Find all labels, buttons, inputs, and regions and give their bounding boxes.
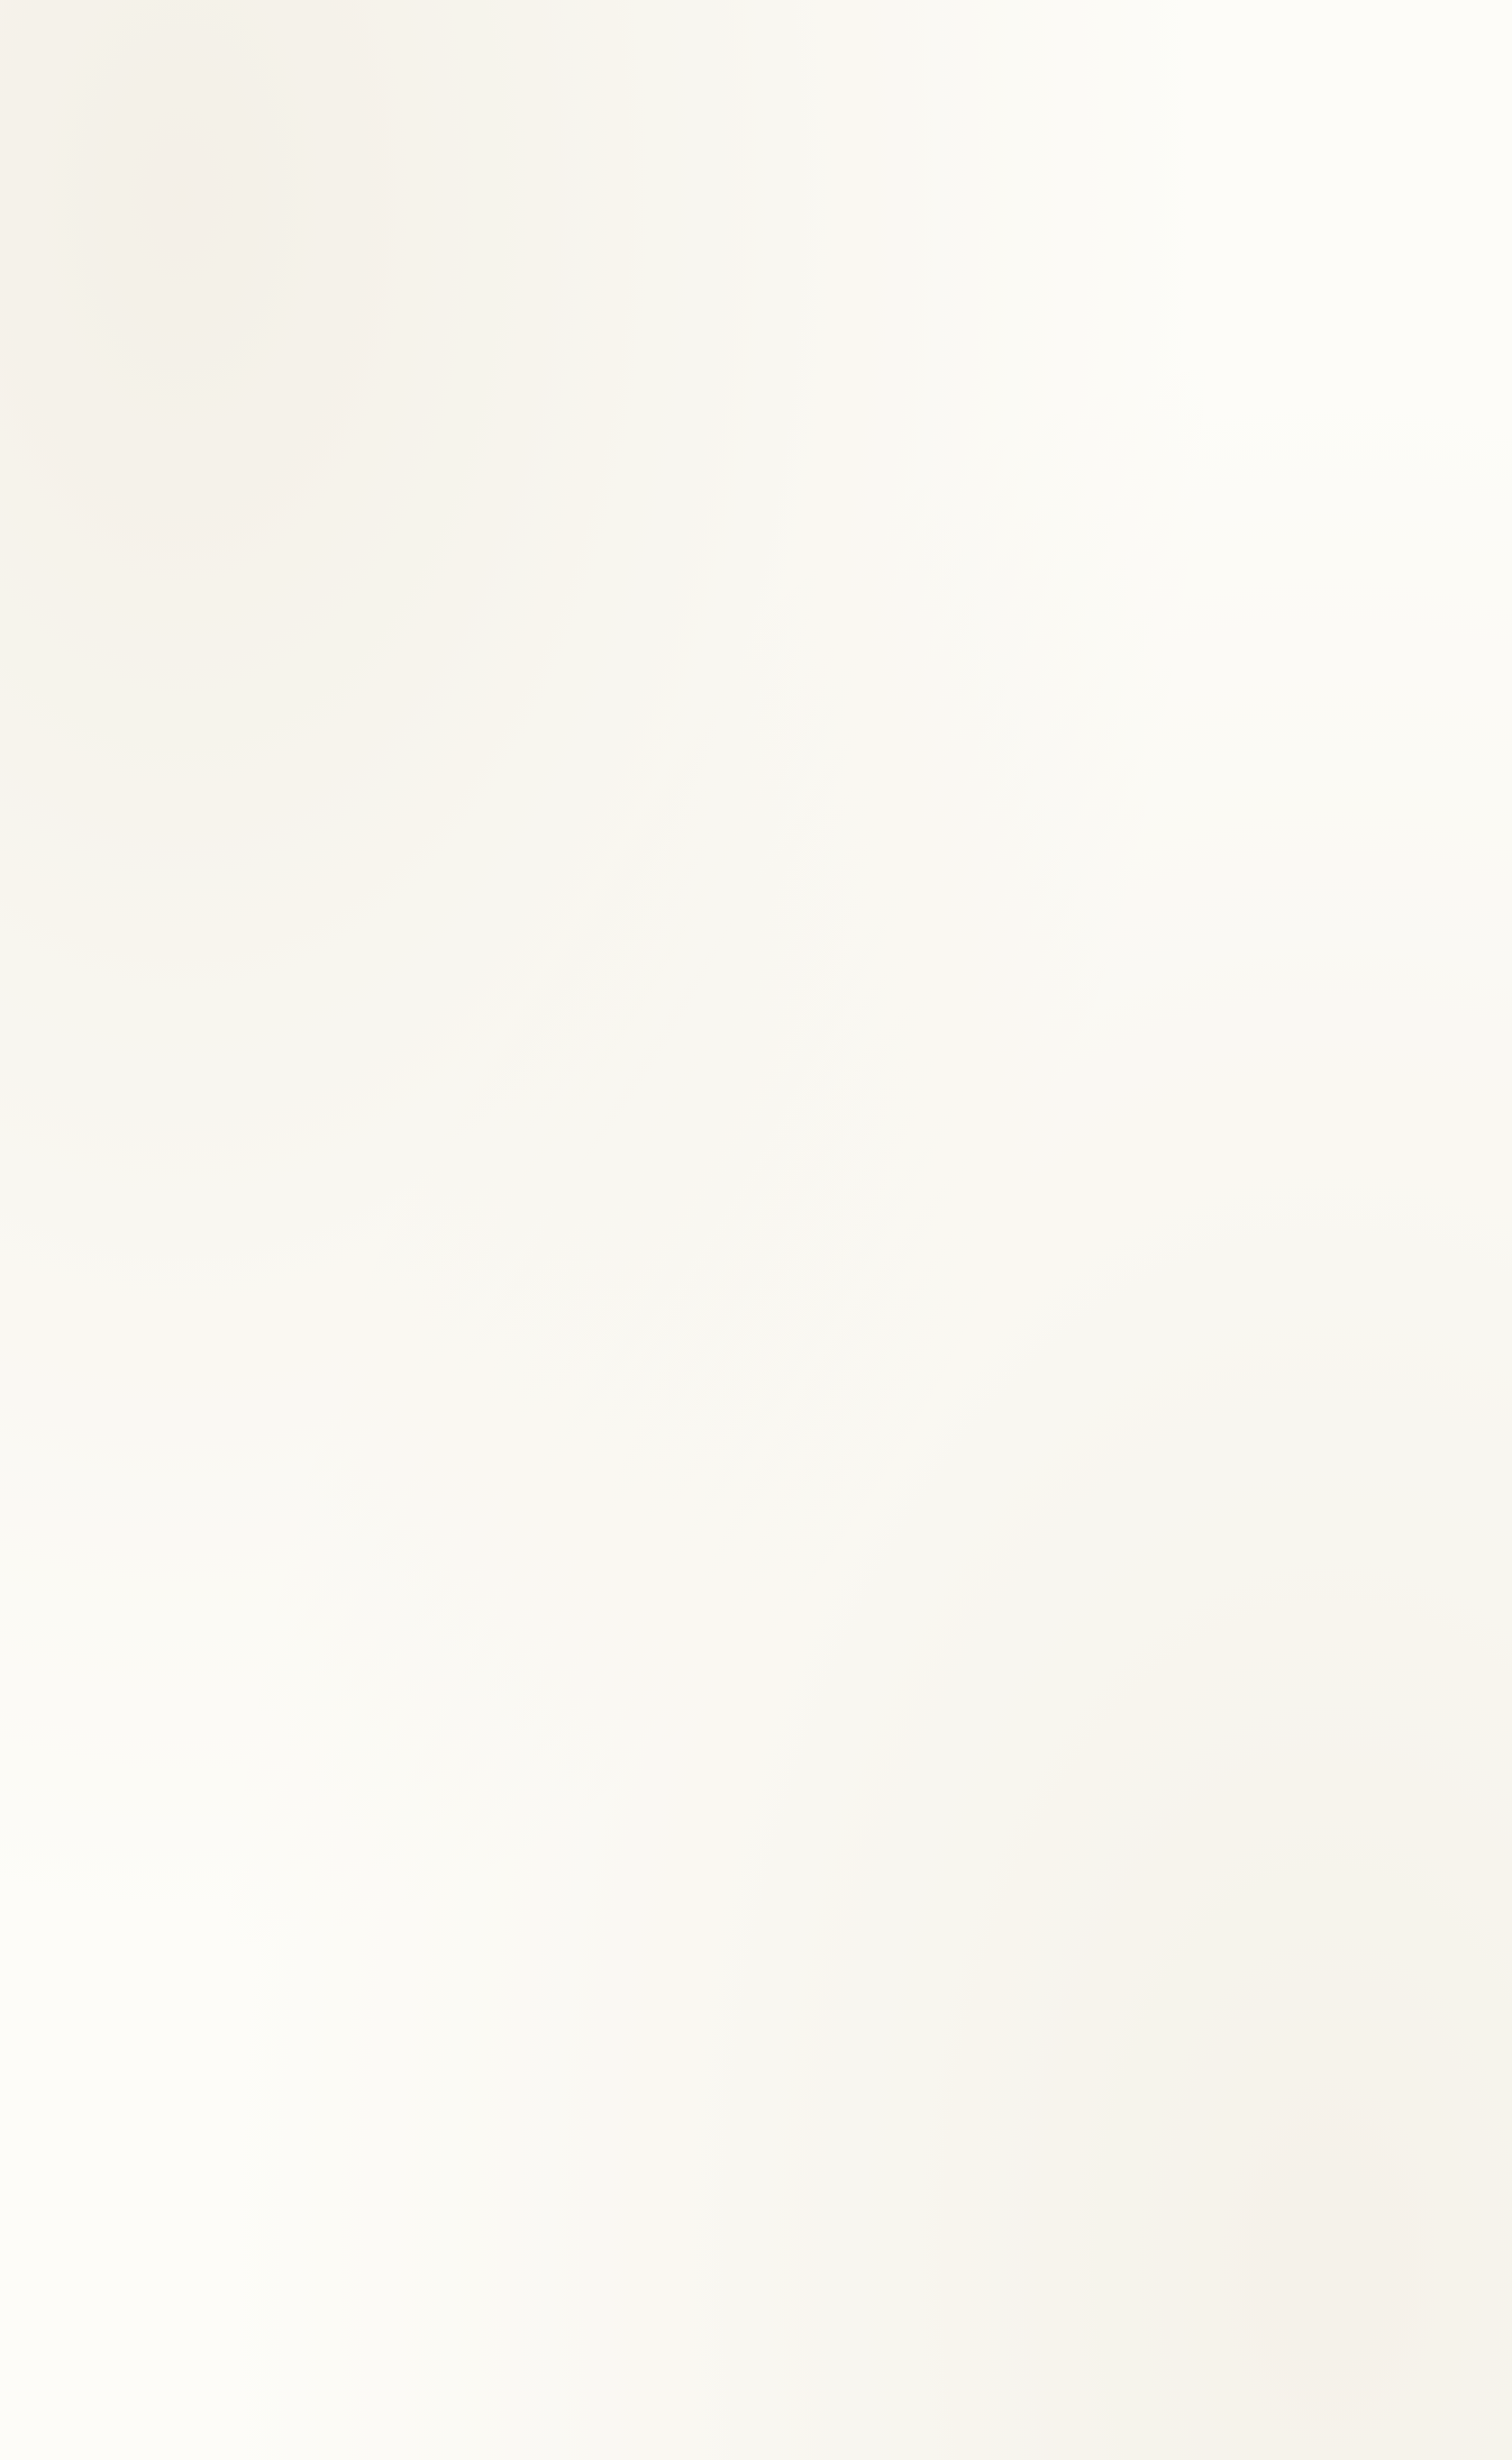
page-content [232, 135, 1395, 191]
